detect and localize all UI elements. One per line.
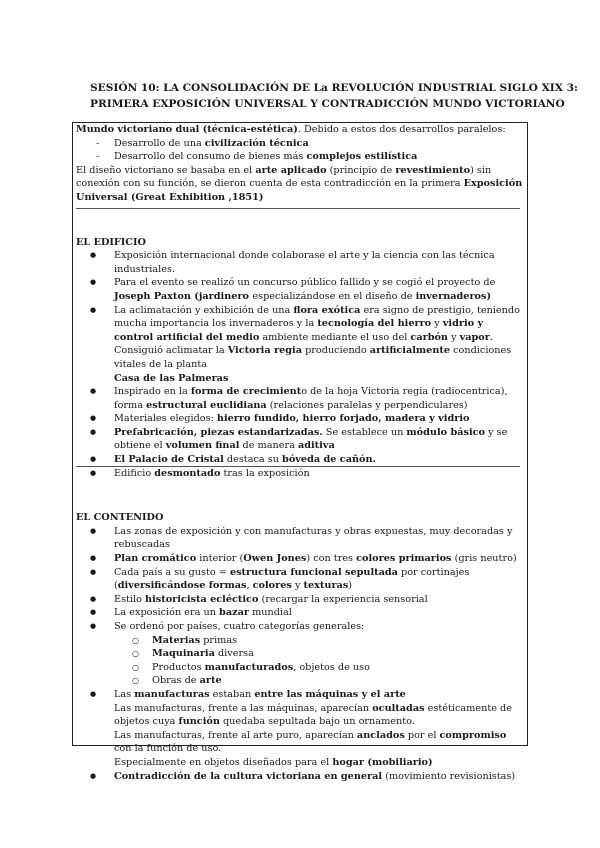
list-item: ● El Palacio de Cristal destaca su bóveda de cañón.	[76, 453, 524, 467]
list-item: ● Cada país a su gusto = estructura funcional sepultada por cortinajes (diversificándose formas, colores y texturas)	[76, 566, 524, 593]
list-item: ● Se ordenó por países, cuatro categorías generales: ○ Materias primas ○ Maquinaria diversa ○ Productos manufacturados, objetos de uso ○ Obras de arte	[76, 620, 524, 688]
edificio-list	[76, 249, 524, 480]
list-item: ● Estilo historicista ecléctico (recargar la experiencia sensorial	[76, 593, 524, 607]
section-divider-2	[76, 466, 520, 467]
sublist-item: ○ Materias primas	[76, 634, 524, 648]
list-item: ● Plan cromático interior (Owen Jones) con tres colores primarios (gris neutro)	[76, 552, 524, 566]
categories-sublist	[76, 634, 524, 688]
page-title	[90, 80, 578, 112]
section-heading-edificio: EL EDIFICIO	[76, 236, 146, 248]
intro-dash-list	[76, 137, 524, 164]
list-item: ● Materiales elegidos: hierro fundido, hierro forjado, madera y vidrio	[76, 412, 524, 426]
list-item: ● La exposición era un bazar mundial	[76, 606, 524, 620]
list-item: ● Para el evento se realizó un concurso público fallido y se cogió el proyecto de Joseph Paxton (jardinero especializándose en el diseño de invernaderos)	[76, 276, 524, 303]
sublist-item: ○ Maquinaria diversa	[76, 647, 524, 661]
list-item: ● Contradicción de la cultura victoriana en general (movimiento revisionistas)	[76, 770, 524, 784]
intro-paragraph: El diseño victoriano se basaba en el arte aplicado (principio de revestimiento) sin conexión con su función, se dieron cuenta de esta contradicción en la primera Exposición Universal (Great Exhibition ,1851)	[76, 164, 523, 203]
list-item: ● Edificio desmontado tras la exposición	[76, 467, 524, 481]
list-item: ● Las manufacturas estaban entre las máquinas y el arte Las manufacturas, frente a las máquinas, aparecían ocultadas estéticamente de objetos cuya función quedaba sepultada bajo un ornamento. Las manufacturas, frente al arte puro, aparecían anclados por el compromiso con la función de uso. Especialmente en objetos diseñados para el hogar (mobiliario)	[76, 688, 524, 770]
section-divider-1	[76, 208, 520, 209]
list-item: - Desarrollo del consumo de bienes más complejos estilística	[76, 150, 524, 164]
title-line-2: PRIMERA EXPOSICIÓN UNIVERSAL Y CONTRADICCIÓN MUNDO VICTORIANO	[90, 98, 565, 110]
sublist-item: ○ Productos manufacturados, objetos de uso	[76, 661, 524, 675]
list-item: ● Inspirado en la forma de crecimiento de la hoja Victoria regia (radiocentrica), forma estructural euclidiana (relaciones paralelas y perpendiculares)	[76, 385, 524, 412]
list-item: ● La aclimatación y exhibición de una flora exótica era signo de prestigio, teniendo mucha importancia los invernaderos y la tecnología del hierro y vidrio y control artificial del medio ambiente mediante el uso del carbón y vapor. Consiguió aclimatar la Victoria regia produciendo artificialmente condiciones vitales de la planta Casa de las Palmeras	[76, 304, 524, 386]
list-item: - Desarrollo de una civilización técnica	[76, 137, 524, 151]
intro-lead: Mundo victoriano dual (técnica-estética). Debido a estos dos desarrollos paralelos:	[76, 124, 506, 135]
sublist-item: ○ Obras de arte	[76, 674, 524, 688]
contenido-list	[76, 525, 524, 783]
document-body	[76, 123, 524, 783]
list-item: ● Exposición internacional donde colaborase el arte y la ciencia con las técnica industriales.	[76, 249, 524, 276]
list-item: ● Las zonas de exposición y con manufacturas y obras expuestas, muy decoradas y rebuscadas	[76, 525, 524, 552]
list-item: ● Prefabricación, piezas estandarizadas. Se establece un módulo básico y se obtiene el volumen final de manera aditiva	[76, 426, 524, 453]
title-line-1: SESIÓN 10: LA CONSOLIDACIÓN DE La REVOLUCIÓN INDUSTRIAL SIGLO XIX 3:	[90, 82, 578, 94]
section-heading-contenido: EL CONTENIDO	[76, 512, 164, 524]
